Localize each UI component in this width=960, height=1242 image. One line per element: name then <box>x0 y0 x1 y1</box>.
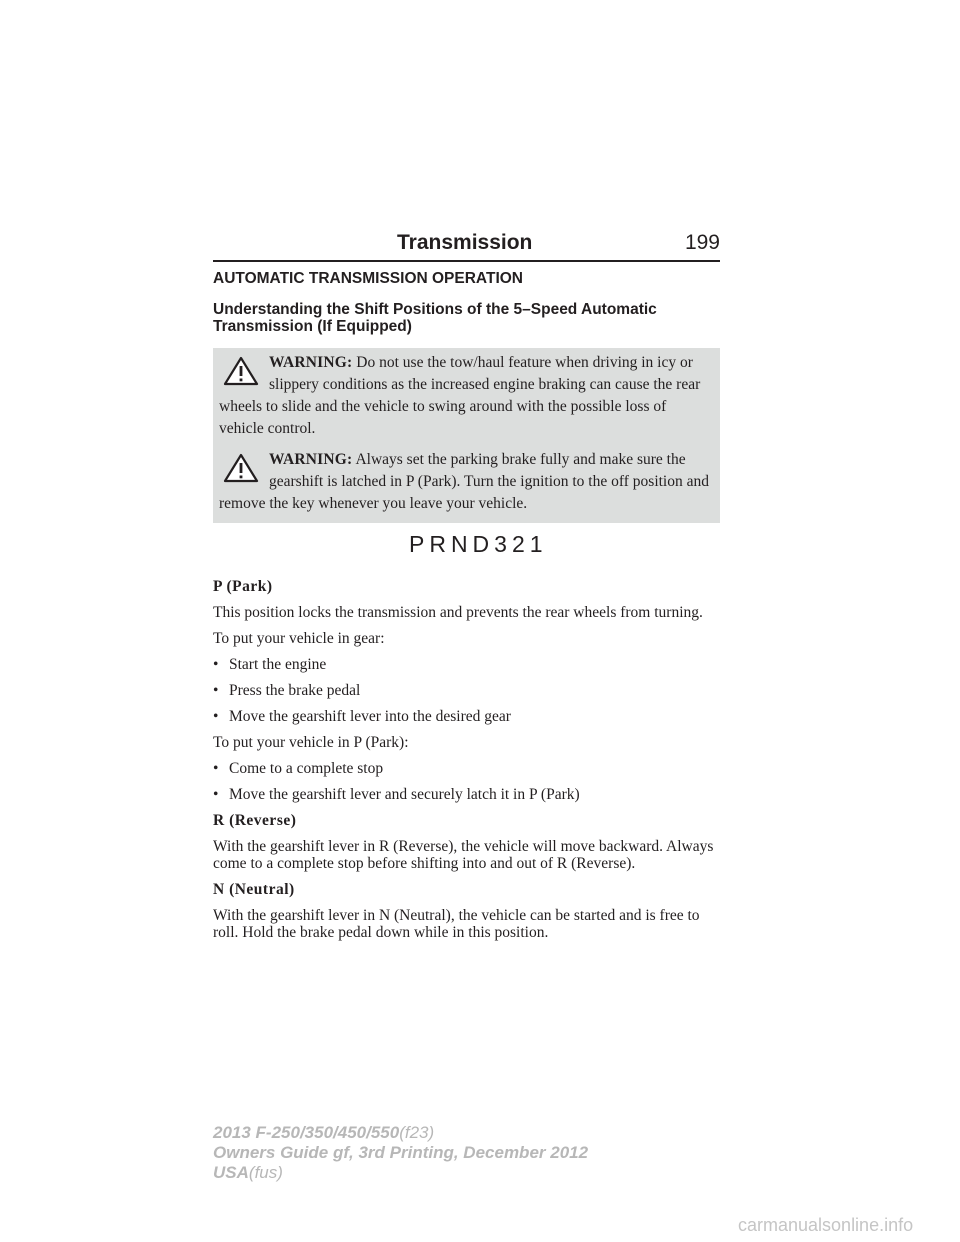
reverse-heading: R (Reverse) <box>213 812 297 829</box>
list-item: • Come to a complete stop <box>213 760 384 777</box>
footer-model: 2013 F-250/350/450/550 <box>213 1123 400 1142</box>
list-item: • Move the gearshift lever and securely latch it in P (Park) <box>213 786 580 803</box>
warning-box-2 <box>213 445 720 523</box>
list-item: • Start the engine <box>213 656 327 673</box>
footer-edition: Owners Guide gf, 3rd Printing, December 2012 <box>213 1143 589 1162</box>
gear-intro: To put your vehicle in gear: <box>213 630 385 647</box>
body-text <box>213 578 720 950</box>
section-heading: AUTOMATIC TRANSMISSION OPERATION <box>213 270 523 287</box>
reverse-text: With the gearshift lever in R (Reverse), the vehicle will move backward. Always come to a complete stop before shifting into and out of R (Reverse). <box>213 838 714 872</box>
neutral-text: With the gearshift lever in N (Neutral), the vehicle can be started and is free to roll. Hold the brake pedal down while in this position. <box>213 907 700 941</box>
warning-triangle-icon <box>223 356 259 386</box>
footer-market-code: (fus) <box>248 1163 283 1182</box>
park-heading: P (Park) <box>213 578 273 595</box>
subheading: Understanding the Shift Positions of the 5–Speed Automatic Transmission (If Equipped) <box>213 301 657 335</box>
warning-label: WARNING: <box>269 354 353 371</box>
list-item: • Move the gearshift lever into the desired gear <box>213 708 511 725</box>
warning-box-1 <box>213 348 720 448</box>
warning-triangle-icon <box>223 453 259 483</box>
warning-label: WARNING: <box>269 451 353 468</box>
park-intro: To put your vehicle in P (Park): <box>213 734 409 751</box>
list-item: • Press the brake pedal <box>213 682 361 699</box>
footer-model-code: (f23) <box>399 1123 435 1142</box>
page-header <box>213 228 720 262</box>
park-text: This position locks the transmission and prevents the rear wheels from turning. <box>213 604 703 621</box>
watermark: carmanualsonline.info <box>738 1215 914 1235</box>
warning-text: Do not use the tow/haul feature when driving in icy or slippery conditions as the increased engine braking can cause the rear wheels to slide and the vehicle to swing around with the possible loss of vehicle control. <box>219 354 701 437</box>
page-title: Transmission <box>397 231 533 254</box>
gear-position-display: PRND321 <box>409 531 548 557</box>
footer-market: USA <box>213 1163 249 1182</box>
warning-text: Always set the parking brake fully and make sure the gearshift is latched in P (Park). Turn the ignition to the off position and remove the key whenever you leave your vehicle. <box>219 451 709 512</box>
document-footer <box>213 1123 588 1183</box>
page-number: 199 <box>684 231 720 254</box>
neutral-heading: N (Neutral) <box>213 881 295 898</box>
